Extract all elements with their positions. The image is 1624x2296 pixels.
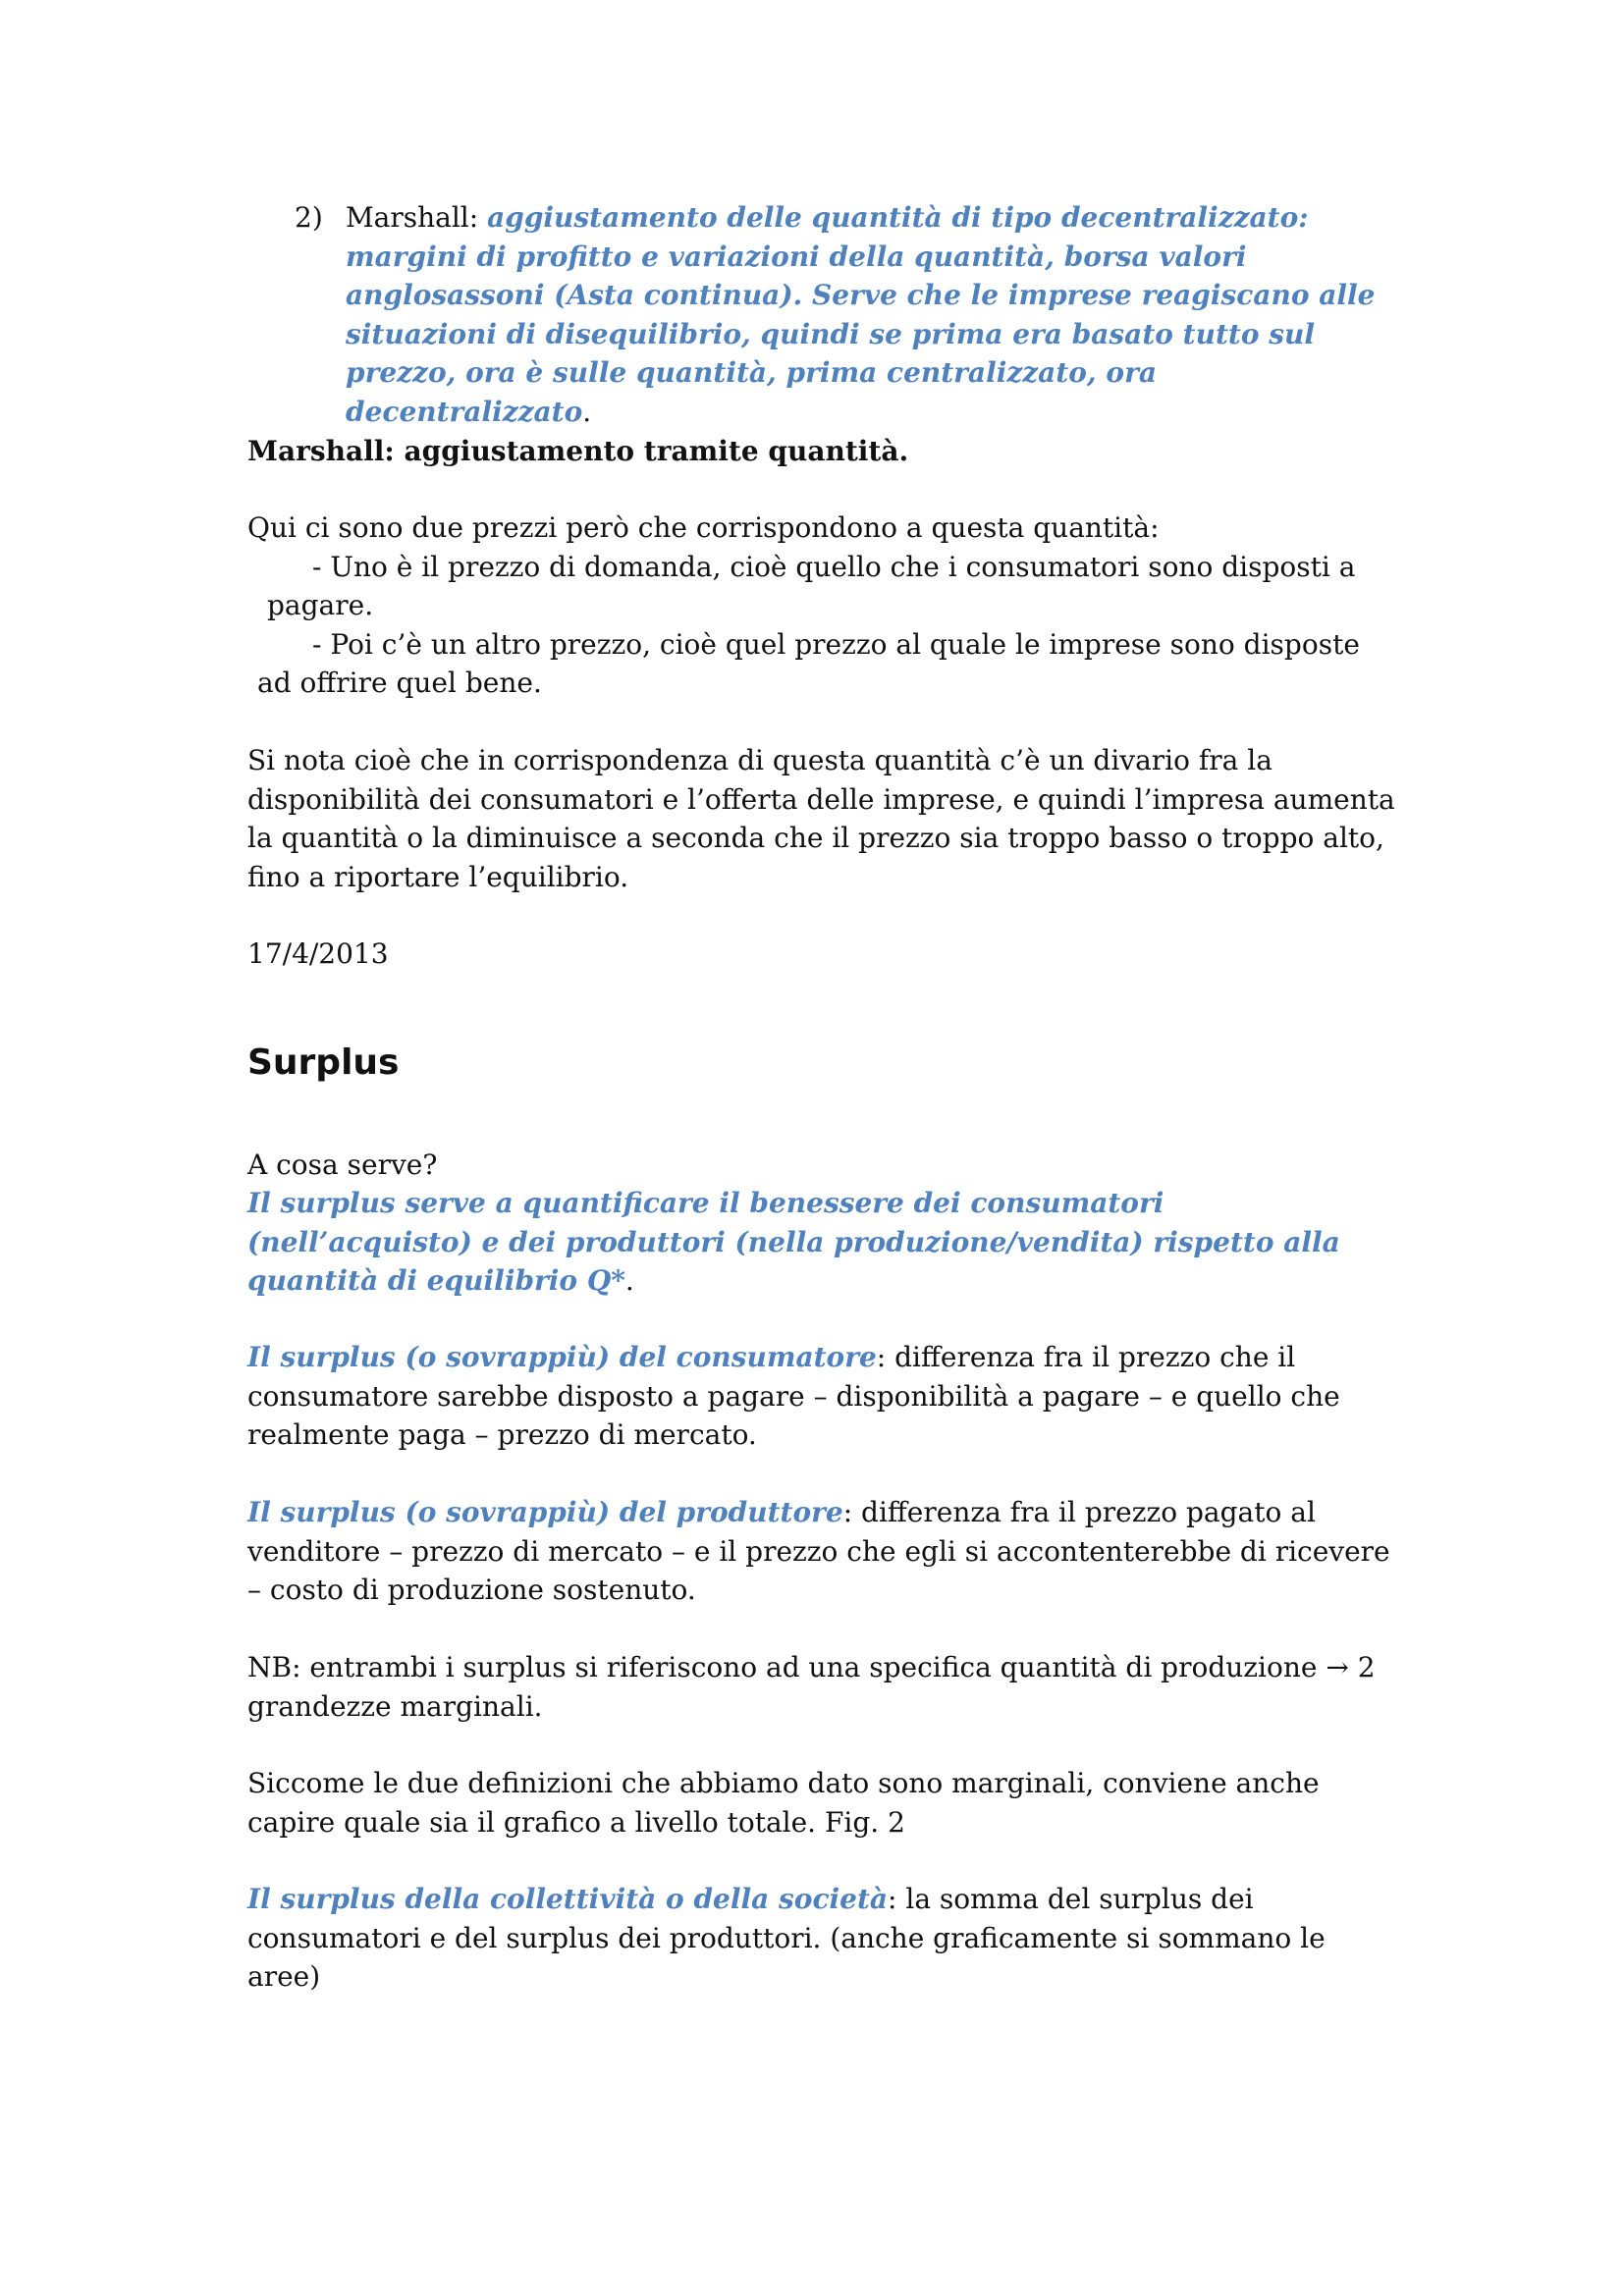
surplus-answer-text: Il surplus serve a quantificare il benessere dei consumatori (nell’acquisto) e dei produttori (nella produzione/vendita) rispetto alla quantità di equilibrio Q* <box>247 1187 1340 1297</box>
bullet-1-line-b: pagare. <box>267 589 374 621</box>
numbered-item-2 <box>295 198 1394 431</box>
producer-surplus-text: : differenza fra il prezzo pagato al venditore – prezzo di mercato – e il prezzo che egli si accontenterebbe di ricevere – costo di produzione sostenuto. <box>247 1496 1390 1606</box>
gap-paragraph: Si nota cioè che in corrispondenza di questa quantità c’è un divario fra la disponibilità dei consumatori e l’offerta delle imprese, e quindi l’impresa aumenta la quantità o la diminuisce a seconda che il prezzo sia troppo basso o troppo alto, fino a riportare l’equilibrio. <box>247 744 1395 893</box>
item-tail: . <box>582 395 592 428</box>
bullet-2-line-b: ad offrire quel bene. <box>257 667 542 699</box>
item-body <box>346 198 1394 431</box>
society-surplus-term: Il surplus della collettività o della società <box>247 1883 889 1915</box>
item-lead: Marshall: <box>346 201 488 234</box>
society-surplus-text: : la somma del surplus dei consumatori e del surplus dei produttori. (anche graficamente si sommano le aree) <box>247 1883 1326 1993</box>
consumer-surplus-term: Il surplus (o sovrappiù) del consumatore <box>247 1341 877 1373</box>
item-number: 2) <box>295 201 323 234</box>
bullet-2-line-a: - Poi c’è un altro prezzo, cioè quel prezzo al quale le imprese sono disposte <box>312 627 1360 661</box>
prices-section <box>247 508 1396 703</box>
consumer-surplus-definition <box>247 1338 1396 1455</box>
producer-surplus-definition <box>247 1493 1396 1610</box>
date: 17/4/2013 <box>247 937 389 970</box>
surplus-title: Surplus <box>247 1042 400 1083</box>
item-emphasis: aggiustamento delle quantità di tipo decentralizzato: margini di profitto e variazioni della quantità, borsa valori anglosassoni (Asta continua). Serve che le imprese reagiscano alle situazioni di disequilibrio, quindi se prima era basato tutto sul prezzo, ora è sulle quantità, prima centralizzato, ora decentralizzato <box>346 201 1376 428</box>
marshall-heading: Marshall: aggiustamento tramite quantità. <box>247 435 909 467</box>
prices-intro: Qui ci sono due prezzi però che corrispondono a questa quantità: <box>247 511 1160 544</box>
total-level-note: Siccome le due definizioni che abbiamo dato sono marginali, conviene anche capire quale sia il grafico a livello totale. Fig. 2 <box>247 1767 1320 1839</box>
nb-note: NB: entrambi i surplus si riferiscono ad una specifica quantità di produzione → 2 grandezze marginali. <box>247 1651 1376 1723</box>
producer-surplus-term: Il surplus (o sovrappiù) del produttore <box>247 1496 843 1528</box>
society-surplus-definition <box>247 1880 1396 1997</box>
consumer-surplus-text: : differenza fra il prezzo che il consumatore sarebbe disposto a pagare – disponibilità a pagare – e quello che realmente paga – prezzo di mercato. <box>247 1341 1340 1451</box>
surplus-answer <box>247 1184 1396 1301</box>
bullet-1-line-a: - Uno è il prezzo di domanda, cioè quello che i consumatori sono disposti a <box>312 550 1356 583</box>
surplus-question: A cosa serve? <box>247 1148 438 1181</box>
surplus-answer-tail: . <box>624 1264 634 1297</box>
